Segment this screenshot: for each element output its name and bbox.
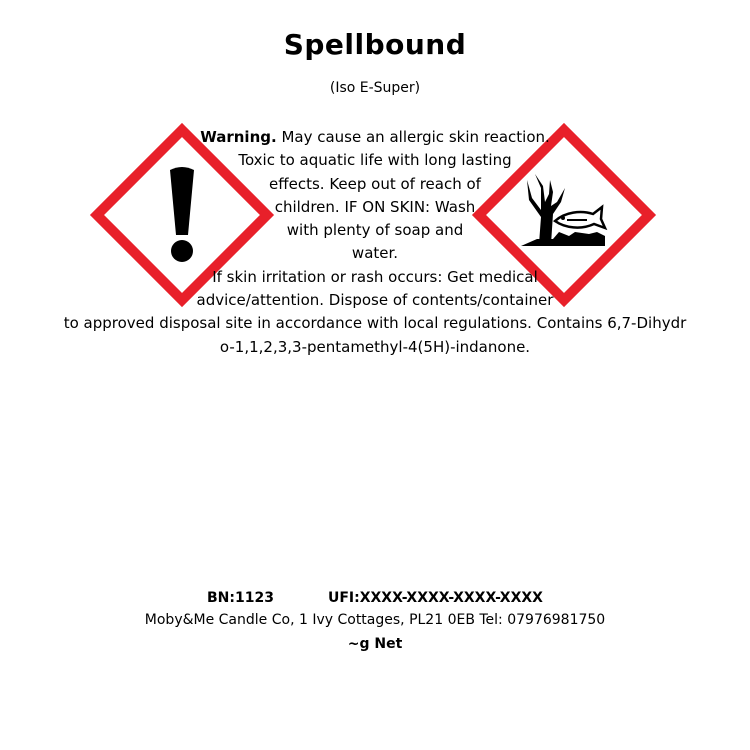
hazard-line-2: Toxic to aquatic life with long lasting: [238, 151, 512, 170]
hazard-line-5: with plenty of soap and: [286, 221, 464, 240]
signal-word: Warning.: [200, 128, 277, 146]
hazard-line-9: to approved disposal site in accordance with local regulations. Contains 6,7-Dihydr: [63, 314, 687, 333]
product-subtitle: (Iso E-Super): [329, 80, 421, 96]
hazard-line-3: effects. Keep out of reach of: [269, 174, 481, 193]
hazard-line-8: advice/attention. Dispose of contents/container: [196, 291, 554, 310]
batch-codes: [0, 590, 750, 606]
hazard-text: May cause an allergic skin reaction.: [276, 128, 550, 146]
product-title: Spellbound: [283, 28, 467, 61]
hazard-line-6: water.: [351, 244, 399, 263]
net-weight: ~g Net: [347, 636, 403, 652]
ufi-code: UFI:XXXX-XXXX-XXXX-XXXX: [327, 590, 543, 606]
batch-number: BN:1123: [207, 590, 274, 606]
hazard-statement: [0, 126, 750, 359]
hazard-line-7: If skin irritation or rash occurs: Get medical: [212, 267, 538, 286]
hazard-line-1: [0, 126, 750, 149]
hazard-line-4: children. IF ON SKIN: Wash: [274, 197, 476, 216]
hazard-line-10: o-1,1,2,3,3-pentamethyl-4(5H)-indanone.: [219, 337, 531, 356]
company-details: Moby&Me Candle Co, 1 Ivy Cottages, PL21 0EB Tel: 07976981750: [144, 612, 606, 628]
